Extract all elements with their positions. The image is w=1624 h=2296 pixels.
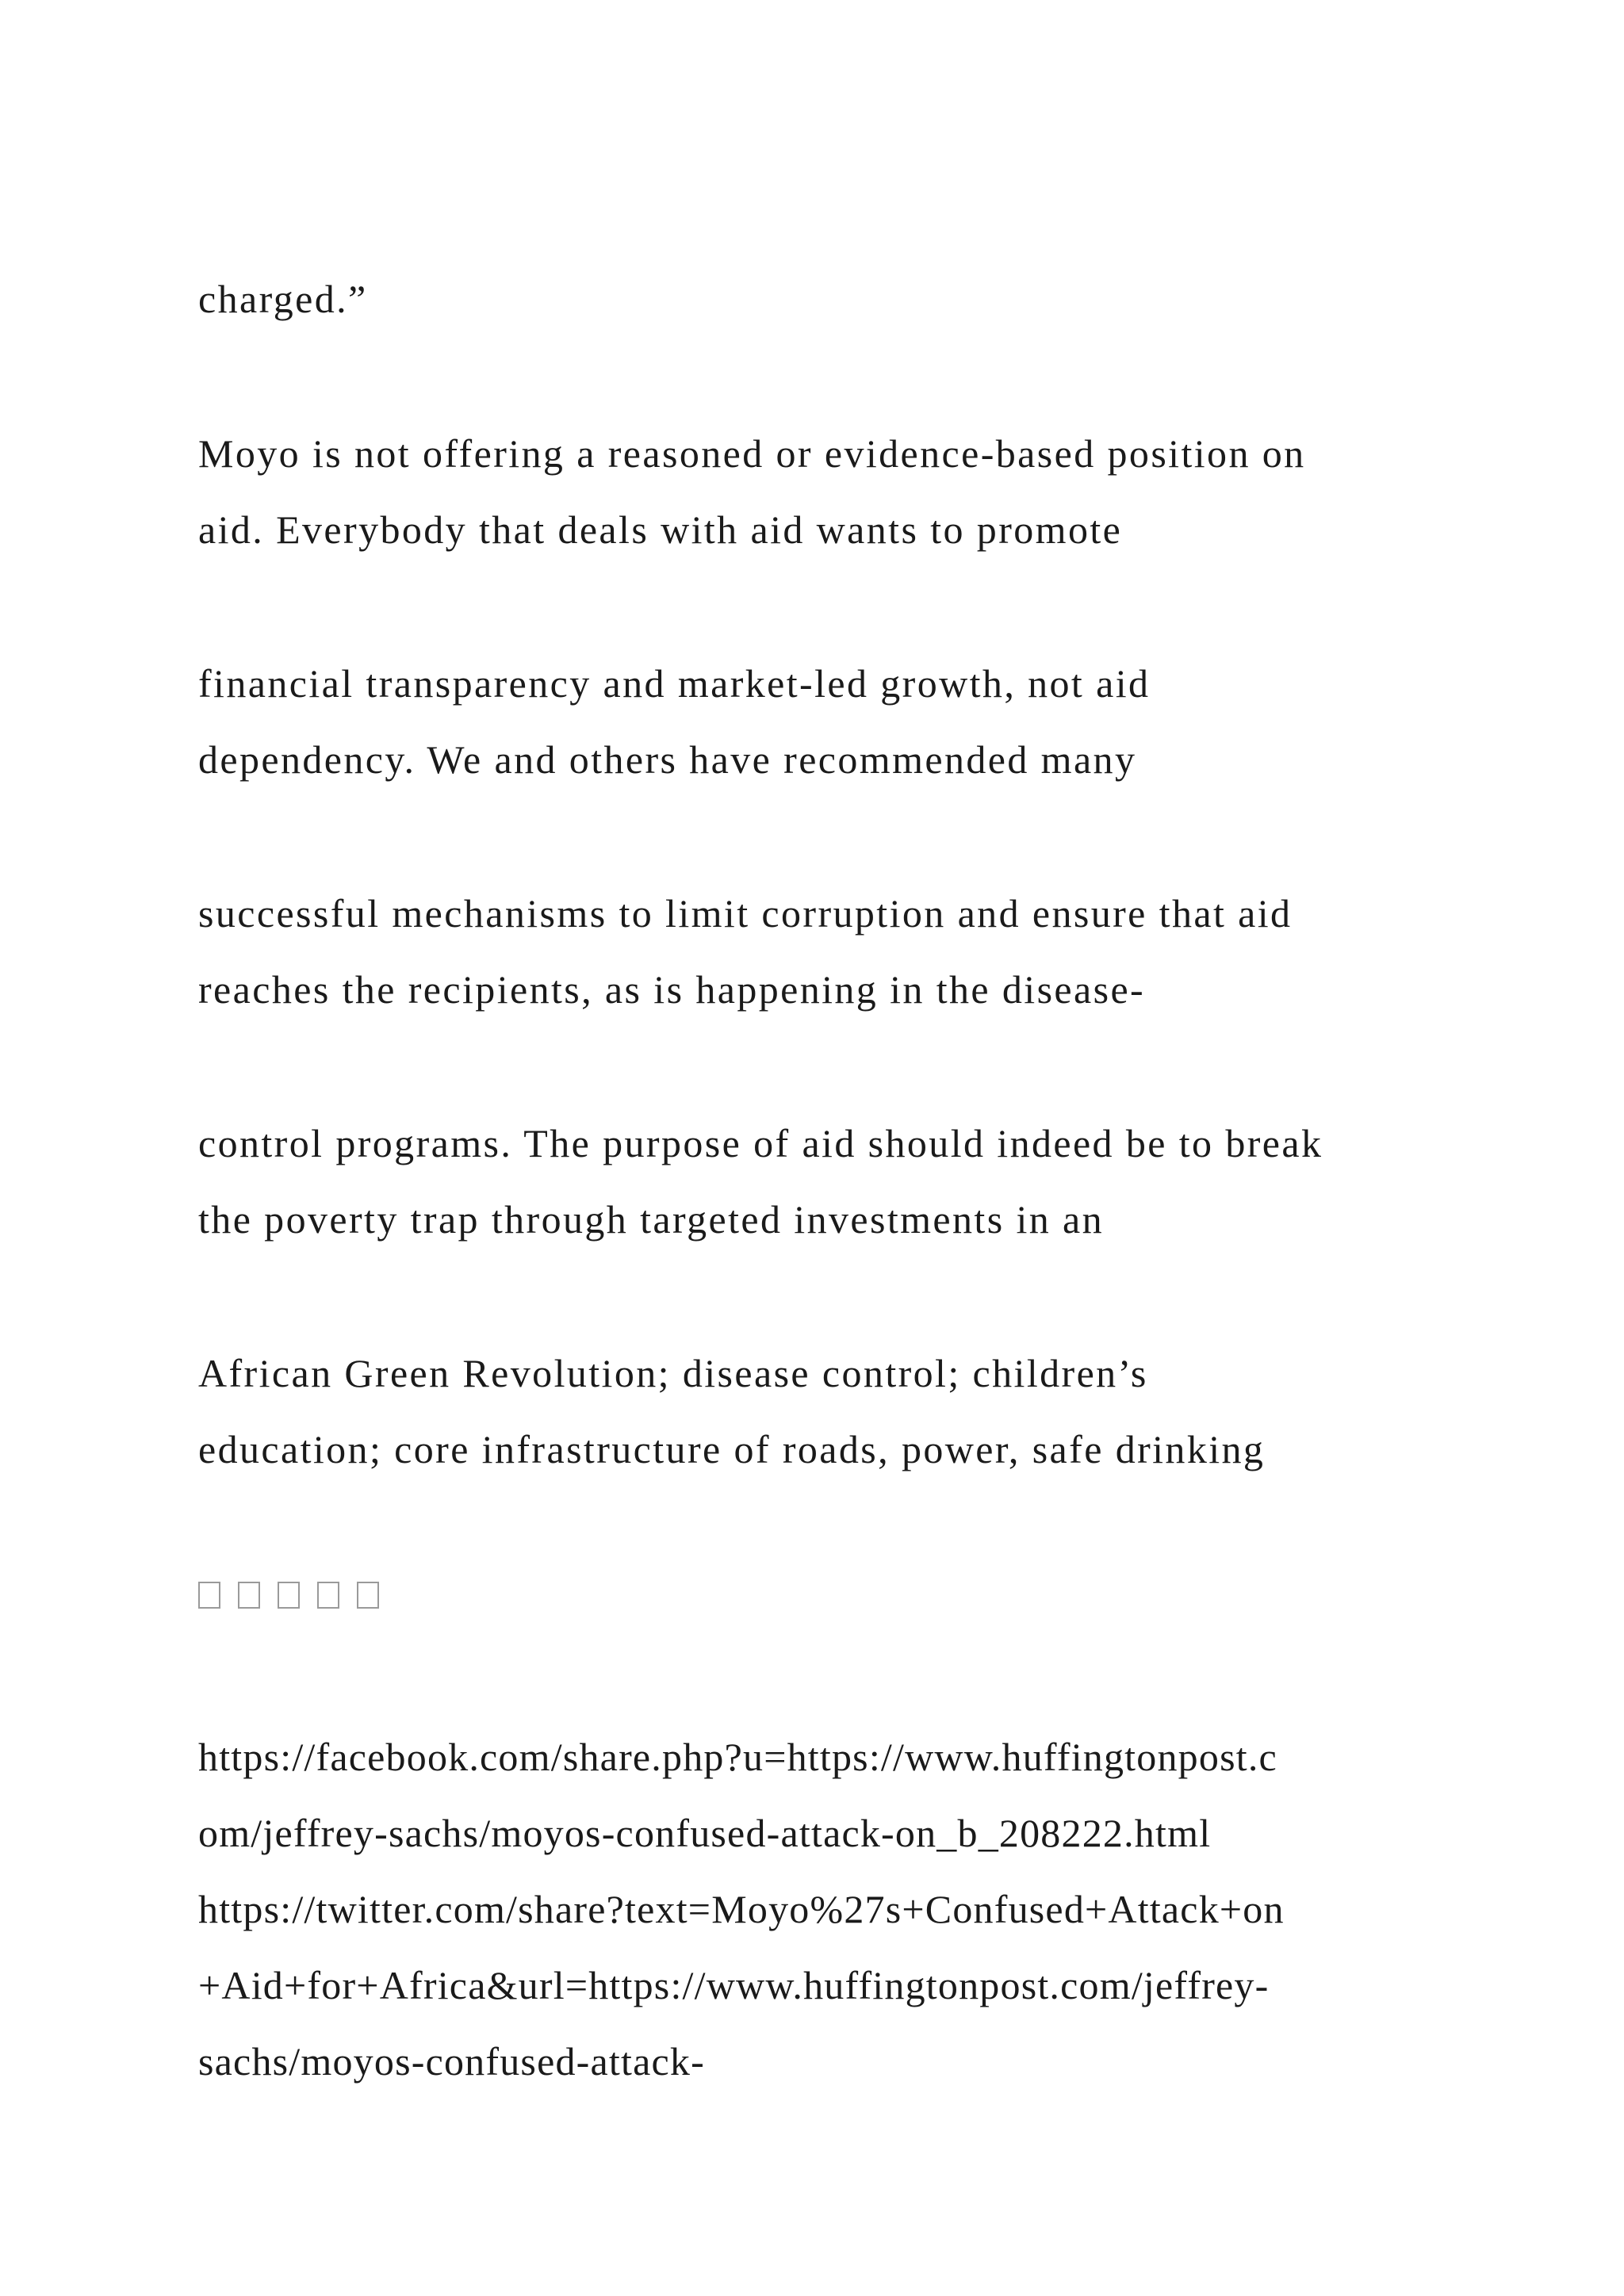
paragraph-line: control programs. The purpose of aid should indeed be to break bbox=[198, 1121, 1323, 1165]
paragraph-line: education; core infrastructure of roads, power, safe drinking bbox=[198, 1427, 1266, 1471]
share-link-twitter-line-1[interactable]: https://twitter.com/share?text=Moyo%27s+Confused+Attack+on bbox=[198, 1887, 1285, 1931]
share-link-facebook-line-2[interactable]: om/jeffrey-sachs/moyos-confused-attack-on_b_208222.html bbox=[198, 1811, 1212, 1855]
paragraph-line: Moyo is not offering a reasoned or evidence-based position on bbox=[198, 431, 1306, 476]
paragraph-line: dependency. We and others have recommended many bbox=[198, 737, 1137, 782]
paragraph-line: charged.” bbox=[198, 277, 368, 321]
paragraph-line: the poverty trap through targeted investments in an bbox=[198, 1197, 1105, 1242]
missing-glyph-box bbox=[317, 1582, 339, 1609]
share-link-twitter-line-2[interactable]: +Aid+for+Africa&url=https://www.huffingtonpost.com/jeffrey- bbox=[198, 1963, 1270, 2007]
missing-glyph-box bbox=[198, 1582, 220, 1609]
missing-glyph-row bbox=[198, 1582, 379, 1609]
missing-glyph-box bbox=[357, 1582, 379, 1609]
missing-glyph-box bbox=[278, 1582, 300, 1609]
paragraph-line: successful mechanisms to limit corruption and ensure that aid bbox=[198, 891, 1293, 936]
paragraph-line: aid. Everybody that deals with aid wants to promote bbox=[198, 507, 1123, 552]
paragraph-line: reaches the recipients, as is happening in the disease- bbox=[198, 967, 1146, 1012]
paragraph-line: African Green Revolution; disease control; children’s bbox=[198, 1351, 1148, 1395]
share-link-facebook-line-1[interactable]: https://facebook.com/share.php?u=https://www.huffingtonpost.c bbox=[198, 1735, 1277, 1779]
missing-glyph-box bbox=[238, 1582, 260, 1609]
share-link-twitter-line-3[interactable]: sachs/moyos-confused-attack- bbox=[198, 2039, 705, 2084]
paragraph-line: financial transparency and market-led growth, not aid bbox=[198, 661, 1151, 706]
